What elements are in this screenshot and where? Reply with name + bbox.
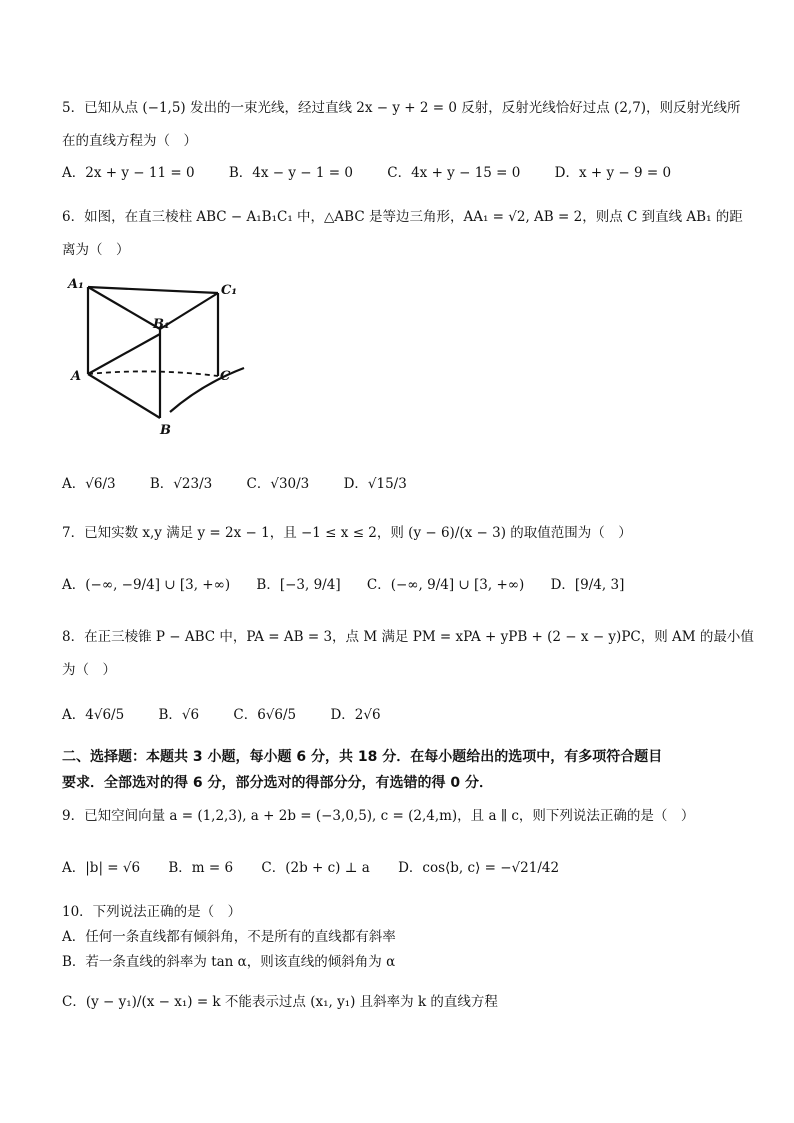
q6-option-c[interactable]: C．√30/3 xyxy=(246,476,310,492)
q7-option-b[interactable]: B．[−3, 9/4] xyxy=(256,577,341,593)
segment-a-b1 xyxy=(88,334,160,374)
q6-stem-line2: 离为（ ） xyxy=(62,242,130,258)
q7-stem-line1: 7．已知实数 x,y 满足 y = 2x − 1，且 −1 ≤ x ≤ 2，则 (y − 6)/(x − 3) 的取值范围为（ ） xyxy=(62,525,632,541)
q10-stem-line1: 10．下列说法正确的是（ ） xyxy=(62,904,242,920)
edge-a1-b1 xyxy=(88,287,160,329)
section2-heading-line2: 要求．全部选对的得 6 分，部分选对的得部分分，有选错的得 0 分． xyxy=(62,775,493,791)
q5-stem-line2: 在的直线方程为（ ） xyxy=(62,133,197,149)
label-a1: A₁ xyxy=(68,277,84,292)
q8-stem-line2: 为（ ） xyxy=(62,662,116,678)
q6-option-a[interactable]: A．√6/3 xyxy=(62,476,116,492)
q6-options xyxy=(62,474,437,494)
label-a: A xyxy=(71,369,82,384)
q8-option-c[interactable]: C．6√6/5 xyxy=(233,707,297,723)
section2-heading-line1: 二、选择题：本题共 3 小题，每小题 6 分，共 18 分．在每小题给出的选项中，有多项符合题目 xyxy=(62,749,663,765)
q8-options xyxy=(62,705,411,725)
q5-stem-line1: 5．已知从点 (−1,5) 发出的一束光线，经过直线 2x − y + 2 = 0 反射，反射光线恰好过点 (2,7)，则反射光线所 xyxy=(62,100,741,116)
q7-option-a[interactable]: A．(−∞, −9/4] ∪ [3, +∞) xyxy=(62,577,231,593)
q7-options xyxy=(62,575,654,595)
q9-options xyxy=(62,858,589,878)
prism-figure xyxy=(62,272,262,442)
q10-option-c[interactable]: C．(y − y₁)/(x − x₁) = k 不能表示过点 (x₁, y₁) 且斜率为 k 的直线方程 xyxy=(62,994,498,1010)
q5-option-a[interactable]: A．2x + y − 11 = 0 xyxy=(62,165,195,181)
label-c1: C₁ xyxy=(221,283,238,298)
q9-option-c[interactable]: C．(2b + c) ⊥ a xyxy=(261,860,370,876)
q7-option-d[interactable]: D．[9/4, 3] xyxy=(550,577,625,593)
q9-stem-line1: 9．已知空间向量 a = (1,2,3), a + 2b = (−3,0,5), c = (2,4,m)，且 a ∥ c，则下列说法正确的是（ ） xyxy=(62,808,695,824)
label-c: C xyxy=(220,369,231,384)
q8-option-d[interactable]: D．2√6 xyxy=(330,707,381,723)
edge-a-b xyxy=(88,374,160,418)
q6-option-d[interactable]: D．√15/3 xyxy=(343,476,407,492)
q5-option-c[interactable]: C．4x + y − 15 = 0 xyxy=(387,165,521,181)
q7-option-c[interactable]: C．(−∞, 9/4] ∪ [3, +∞) xyxy=(366,577,525,593)
q10-option-a[interactable]: A．任何一条直线都有倾斜角，不是所有的直线都有斜率 xyxy=(62,929,396,945)
q5-options xyxy=(62,163,701,183)
q10-option-b[interactable]: B．若一条直线的斜率为 tan α，则该直线的倾斜角为 α xyxy=(62,954,396,970)
q6-option-b[interactable]: B．√23/3 xyxy=(149,476,213,492)
q5-option-d[interactable]: D．x + y − 9 = 0 xyxy=(554,165,672,181)
q9-option-b[interactable]: B．m = 6 xyxy=(168,860,234,876)
q9-option-d[interactable]: D．cos⟨b, c⟩ = −√21/42 xyxy=(398,860,560,876)
q8-stem-line1: 8．在正三棱锥 P − ABC 中，PA = AB = 3，点 M 满足 PM = xPA + yPB + (2 − x − y)PC，则 AM 的最小值 xyxy=(62,629,754,645)
q9-option-a[interactable]: A．|b| = √6 xyxy=(62,860,141,876)
label-b1: B₁ xyxy=(153,317,170,332)
q5-option-b[interactable]: B．4x − y − 1 = 0 xyxy=(228,165,353,181)
label-b: B xyxy=(160,423,171,438)
q8-option-a[interactable]: A．4√6/5 xyxy=(62,707,125,723)
edge-a1-c1 xyxy=(88,287,218,293)
q6-stem-line1: 6．如图，在直三棱柱 ABC − A₁B₁C₁ 中，△ABC 是等边三角形，AA₁ = √2, AB = 2，则点 C 到直线 AB₁ 的距 xyxy=(62,209,743,225)
edge-a-c-hidden xyxy=(88,371,218,376)
q8-option-b[interactable]: B．√6 xyxy=(158,707,200,723)
